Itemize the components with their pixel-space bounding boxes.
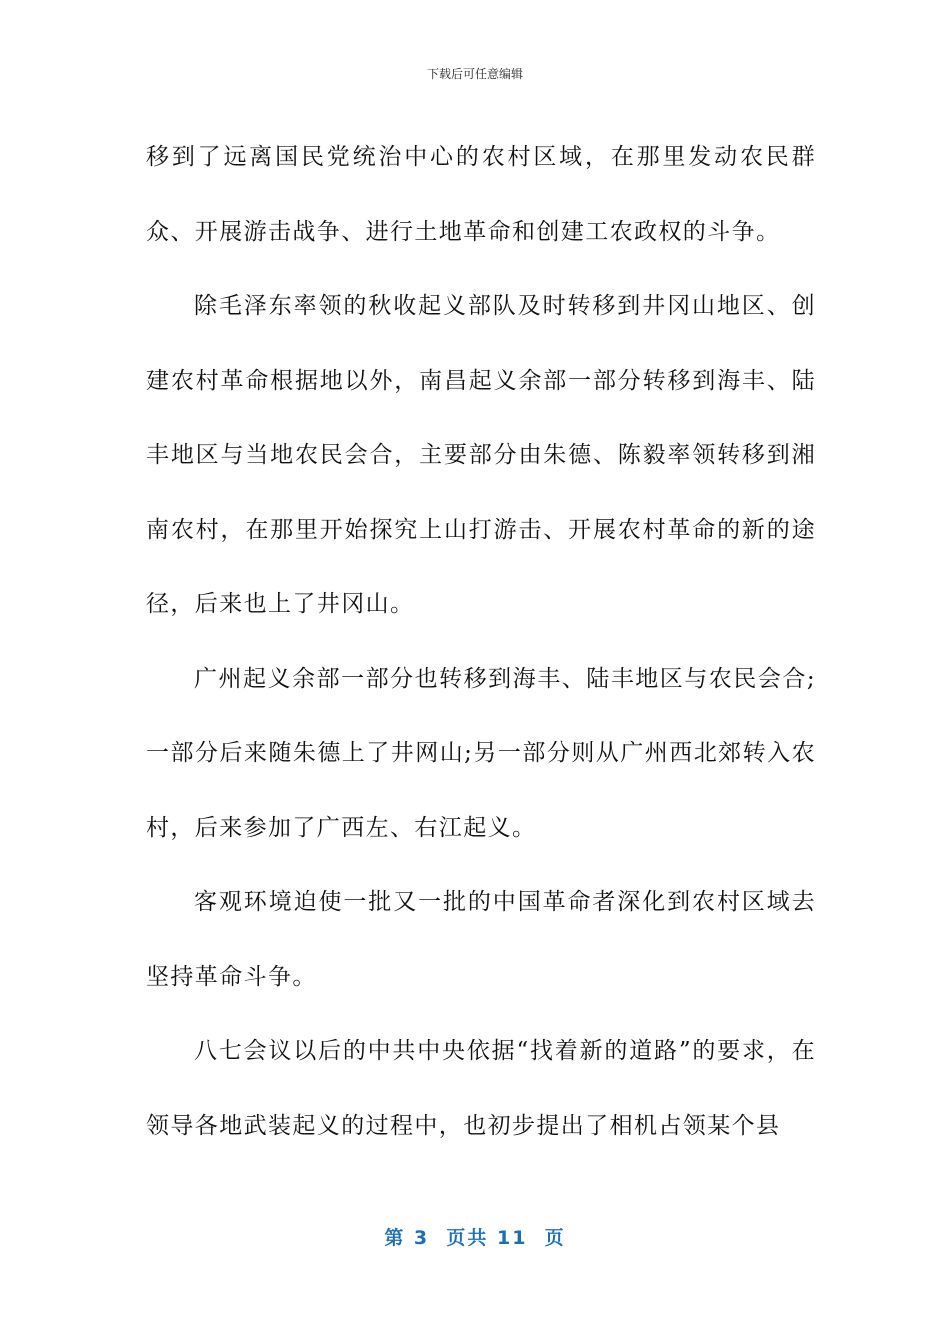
document-body — [146, 120, 816, 1163]
paragraph: 移到了远离国民党统治中心的农村区域，在那里发动农民群众、开展游击战争、进行土地革命和创建工农政权的斗争。 — [146, 144, 816, 245]
paragraph: 除毛泽东率领的秋收起义部队及时转移到井冈山地区、创建农村革命根据地以外，南昌起义余部一部分转移到海丰、陆丰地区与当地农民会合，主要部分由朱德、陈毅率领转移到湘南农村，在那里开始探究上山打游击、开展农村革命的新的途径，后来也上了井冈山。 — [146, 293, 816, 617]
paragraph: 八七会议以后的中共中央依据“找着新的道路”的要求，在领导各地武装起义的过程中，也初步提出了相机占领某个县 — [146, 1038, 816, 1139]
paragraph: 客观环境迫使一批又一批的中国革命者深化到农村区域去坚持革命斗争。 — [146, 889, 816, 990]
paragraph: 广州起义余部一部分也转移到海丰、陆丰地区与农民会合;一部分后来随朱德上了井网山;另一部分则从广州西北郊转入农村，后来参加了广西左、右江起义。 — [146, 665, 816, 841]
page-header: 下载后可任意编辑 — [426, 67, 523, 81]
page-number-footer: 第 3 页共 11 页 — [384, 1227, 566, 1249]
